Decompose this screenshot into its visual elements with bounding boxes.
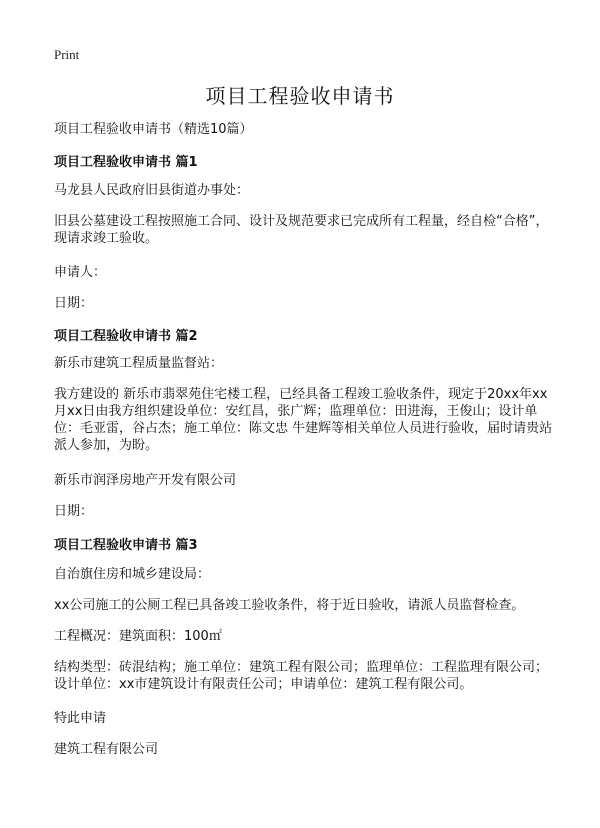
section-2-body: 我方建设的 新乐市翡翠苑住宅楼工程，已经具备工程竣工验收条件，现定于20xx年xx月xx日由我方组织建设单位：安红昌，张广辉；监理单位：田进海，王俊山；设计单位：毛亚雷，谷占杰；施工单位：陈文忠 牛建辉等相关单位人员进行验收，届时请贵站派人参加，为盼。 <box>54 387 553 453</box>
section-3-addressee: 自治旗住房和城乡建设局： <box>54 567 211 582</box>
print-label: Print <box>54 47 80 62</box>
section-3-body: xx公司施工的公厕工程已具备竣工验收条件，将于近日验收，请派人员监督检查。 <box>54 598 525 613</box>
document-title: 项目工程验收申请书 <box>205 84 395 108</box>
section-2-addressee: 新乐市建筑工程质量监督站： <box>54 356 224 371</box>
document-subtitle: 项目工程验收申请书（精选10篇） <box>54 122 253 137</box>
section-1-date: 日期： <box>54 296 94 311</box>
section-1-addressee: 马龙县人民政府旧县街道办事处： <box>54 183 250 198</box>
section-heading-1: 项目工程验收申请书 篇1 <box>54 155 198 170</box>
section-2-date: 日期： <box>54 504 94 519</box>
section-heading-3: 项目工程验收申请书 篇3 <box>54 538 198 553</box>
section-3-closing: 特此申请 <box>54 711 107 726</box>
section-2-company: 新乐市润泽房地产开发有限公司 <box>54 473 237 488</box>
section-1-applicant: 申请人： <box>54 265 107 280</box>
section-3-overview: 工程概况：建筑面积：100㎡ <box>54 629 222 644</box>
section-3-signature: 建筑工程有限公司 <box>54 742 159 757</box>
section-heading-2: 项目工程验收申请书 篇2 <box>54 329 198 344</box>
section-1-body: 旧县公墓建设工程按照施工合同、设计及规范要求已完成所有工程量，经自检“合格”，现请求竣工验收。 <box>54 214 549 246</box>
section-3-structure: 结构类型：砖混结构；施工单位：建筑工程有限公司；监理单位：工程监理有限公司；设计单位：xx市建筑设计有限责任公司；申请单位：建筑工程有限公司。 <box>54 660 549 692</box>
